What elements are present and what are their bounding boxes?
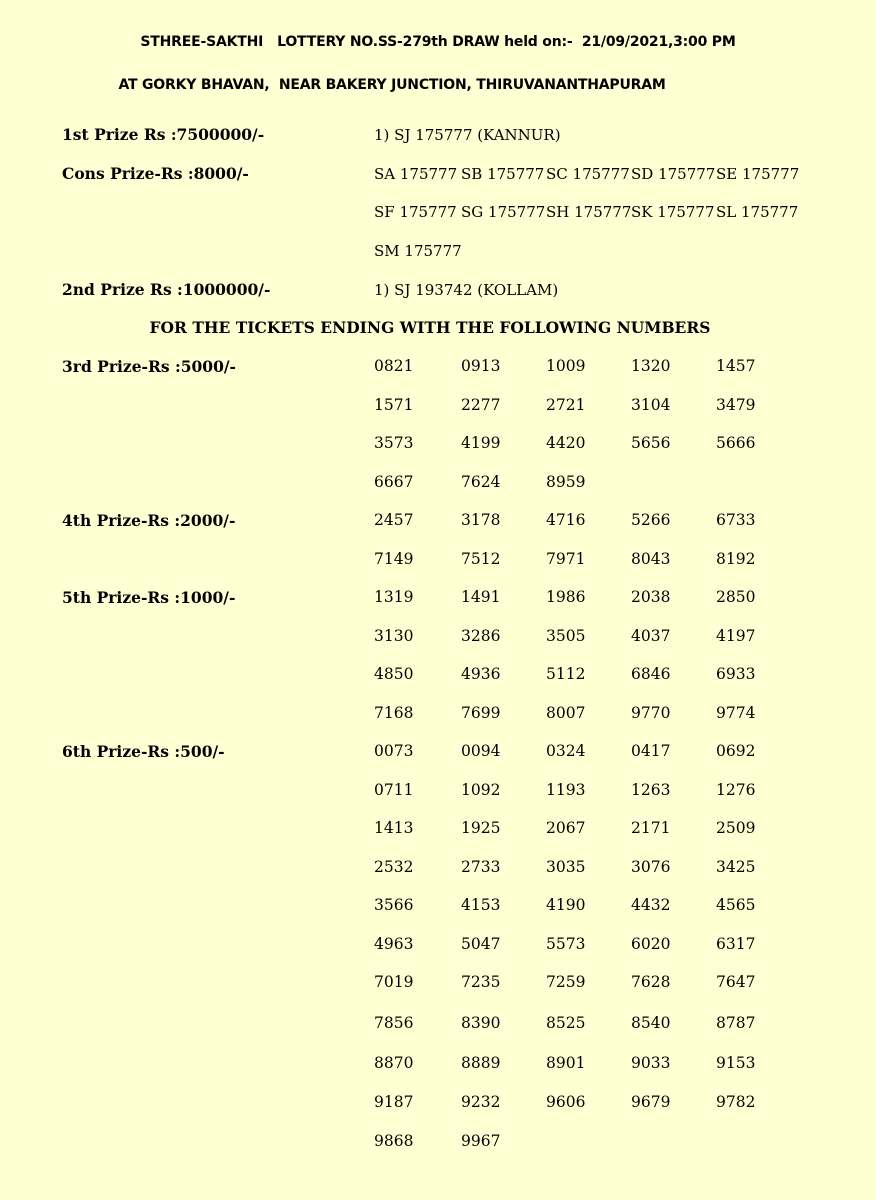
sixth-prize-number: 6317	[716, 935, 756, 953]
fifth-prize-number: 2850	[716, 588, 756, 606]
sixth-prize-number: 8901	[546, 1054, 586, 1072]
sixth-prize-number: 4565	[716, 896, 756, 914]
sixth-prize-number: 5573	[546, 935, 586, 953]
third-prize-number: 5656	[631, 434, 671, 452]
sixth-prize-number: 2171	[631, 819, 671, 837]
sixth-prize-number: 2532	[374, 858, 414, 876]
sixth-prize-number: 1925	[461, 819, 501, 837]
draw-venue: AT GORKY BHAVAN, NEAR BAKERY JUNCTION, THIRUVANANTHAPURAM	[118, 77, 666, 93]
first-prize-label: 1st Prize Rs :7500000/-	[62, 125, 265, 144]
third-prize-number: 3573	[374, 434, 414, 452]
third-prize-number: 7624	[461, 473, 501, 491]
sixth-prize-number: 9187	[374, 1093, 414, 1111]
third-prize-number: 1457	[716, 357, 756, 375]
third-prize-number: 4420	[546, 434, 586, 452]
fifth-prize-number: 1986	[546, 588, 586, 606]
fifth-prize-number: 3505	[546, 627, 586, 645]
sixth-prize-number: 4190	[546, 896, 586, 914]
fourth-prize-label: 4th Prize-Rs :2000/-	[62, 511, 236, 530]
cons-prize-ticket: SB 175777	[461, 165, 545, 183]
sixth-prize-number: 9033	[631, 1054, 671, 1072]
second-prize-label: 2nd Prize Rs :1000000/-	[62, 280, 271, 299]
third-prize-number: 3104	[631, 396, 671, 414]
fifth-prize-number: 7699	[461, 704, 501, 722]
sixth-prize-number: 9232	[461, 1093, 501, 1111]
sixth-prize-number: 7259	[546, 973, 586, 991]
fourth-prize-number: 7971	[546, 550, 586, 568]
cons-prize-ticket: SA 175777	[374, 165, 458, 183]
third-prize-number: 1320	[631, 357, 671, 375]
cons-prize-ticket: SH 175777	[546, 203, 632, 221]
sixth-prize-number: 9679	[631, 1093, 671, 1111]
fifth-prize-number: 4936	[461, 665, 501, 683]
sixth-prize-number: 4153	[461, 896, 501, 914]
third-prize-number: 2721	[546, 396, 586, 414]
sixth-prize-number: 4963	[374, 935, 414, 953]
third-prize-number: 4199	[461, 434, 501, 452]
sixth-prize-number: 7235	[461, 973, 501, 991]
fourth-prize-number: 3178	[461, 511, 501, 529]
sixth-prize-number: 8525	[546, 1014, 586, 1032]
cons-prize-ticket: SD 175777	[631, 165, 716, 183]
fifth-prize-number: 6846	[631, 665, 671, 683]
fifth-prize-label: 5th Prize-Rs :1000/-	[62, 588, 236, 607]
fifth-prize-number: 1491	[461, 588, 501, 606]
third-prize-number: 3479	[716, 396, 756, 414]
cons-prize-ticket: SE 175777	[716, 165, 800, 183]
sixth-prize-number: 3076	[631, 858, 671, 876]
fifth-prize-number: 5112	[546, 665, 586, 683]
fifth-prize-number: 4197	[716, 627, 756, 645]
fifth-prize-number: 9770	[631, 704, 671, 722]
sixth-prize-label: 6th Prize-Rs :500/-	[62, 742, 225, 761]
fifth-prize-number: 9774	[716, 704, 756, 722]
third-prize-number: 1571	[374, 396, 414, 414]
sixth-prize-number: 7019	[374, 973, 414, 991]
fourth-prize-number: 2457	[374, 511, 414, 529]
fourth-prize-number: 8043	[631, 550, 671, 568]
sixth-prize-number: 7628	[631, 973, 671, 991]
fifth-prize-number: 4037	[631, 627, 671, 645]
fourth-prize-number: 6733	[716, 511, 756, 529]
sixth-prize-number: 8540	[631, 1014, 671, 1032]
fourth-prize-number: 8192	[716, 550, 756, 568]
third-prize-number: 0913	[461, 357, 501, 375]
sixth-prize-number: 3566	[374, 896, 414, 914]
sixth-prize-number: 1276	[716, 781, 756, 799]
sixth-prize-number: 8390	[461, 1014, 501, 1032]
fifth-prize-number: 4850	[374, 665, 414, 683]
ending-numbers-note: FOR THE TICKETS ENDING WITH THE FOLLOWING NUMBERS	[149, 318, 711, 337]
third-prize-number: 0821	[374, 357, 414, 375]
sixth-prize-number: 2509	[716, 819, 756, 837]
sixth-prize-number: 0711	[374, 781, 414, 799]
second-prize-winner: 1) SJ 193742 (KOLLAM)	[374, 281, 559, 299]
sixth-prize-number: 9868	[374, 1132, 414, 1150]
sixth-prize-number: 0692	[716, 742, 756, 760]
sixth-prize-number: 5047	[461, 935, 501, 953]
sixth-prize-number: 8787	[716, 1014, 756, 1032]
fourth-prize-number: 7149	[374, 550, 414, 568]
third-prize-number: 1009	[546, 357, 586, 375]
sixth-prize-number: 9967	[461, 1132, 501, 1150]
sixth-prize-number: 0324	[546, 742, 586, 760]
fifth-prize-number: 8007	[546, 704, 586, 722]
third-prize-number: 5666	[716, 434, 756, 452]
sixth-prize-number: 1413	[374, 819, 414, 837]
sixth-prize-number: 8889	[461, 1054, 501, 1072]
sixth-prize-number: 9153	[716, 1054, 756, 1072]
sixth-prize-number: 6020	[631, 935, 671, 953]
fourth-prize-number: 4716	[546, 511, 586, 529]
cons-prize-label: Cons Prize-Rs :8000/-	[62, 164, 249, 183]
sixth-prize-number: 2733	[461, 858, 501, 876]
first-prize-winner: 1) SJ 175777 (KANNUR)	[374, 126, 561, 144]
third-prize-number: 2277	[461, 396, 501, 414]
sixth-prize-number: 1263	[631, 781, 671, 799]
sixth-prize-number: 7856	[374, 1014, 414, 1032]
draw-title: STHREE-SAKTHI LOTTERY NO.SS-279th DRAW held on:- 21/09/2021,3:00 PM	[140, 34, 736, 50]
sixth-prize-number: 3425	[716, 858, 756, 876]
cons-prize-ticket: SL 175777	[716, 203, 799, 221]
sixth-prize-number: 9782	[716, 1093, 756, 1111]
fifth-prize-number: 1319	[374, 588, 414, 606]
fifth-prize-number: 3286	[461, 627, 501, 645]
fifth-prize-number: 7168	[374, 704, 414, 722]
fourth-prize-number: 5266	[631, 511, 671, 529]
cons-prize-ticket: SK 175777	[631, 203, 715, 221]
sixth-prize-number: 0094	[461, 742, 501, 760]
sixth-prize-number: 1092	[461, 781, 501, 799]
sixth-prize-number: 1193	[546, 781, 586, 799]
cons-prize-ticket: SG 175777	[461, 203, 546, 221]
third-prize-number: 6667	[374, 473, 414, 491]
cons-prize-ticket: SC 175777	[546, 165, 630, 183]
sixth-prize-number: 4432	[631, 896, 671, 914]
sixth-prize-number: 9606	[546, 1093, 586, 1111]
fifth-prize-number: 3130	[374, 627, 414, 645]
fourth-prize-number: 7512	[461, 550, 501, 568]
sixth-prize-number: 0073	[374, 742, 414, 760]
sixth-prize-number: 7647	[716, 973, 756, 991]
sixth-prize-number: 0417	[631, 742, 671, 760]
cons-prize-ticket: SM 175777	[374, 242, 462, 260]
fifth-prize-number: 2038	[631, 588, 671, 606]
sixth-prize-number: 2067	[546, 819, 586, 837]
sixth-prize-number: 8870	[374, 1054, 414, 1072]
sixth-prize-number: 3035	[546, 858, 586, 876]
fifth-prize-number: 6933	[716, 665, 756, 683]
third-prize-label: 3rd Prize-Rs :5000/-	[62, 357, 236, 376]
third-prize-number: 8959	[546, 473, 586, 491]
cons-prize-ticket: SF 175777	[374, 203, 457, 221]
